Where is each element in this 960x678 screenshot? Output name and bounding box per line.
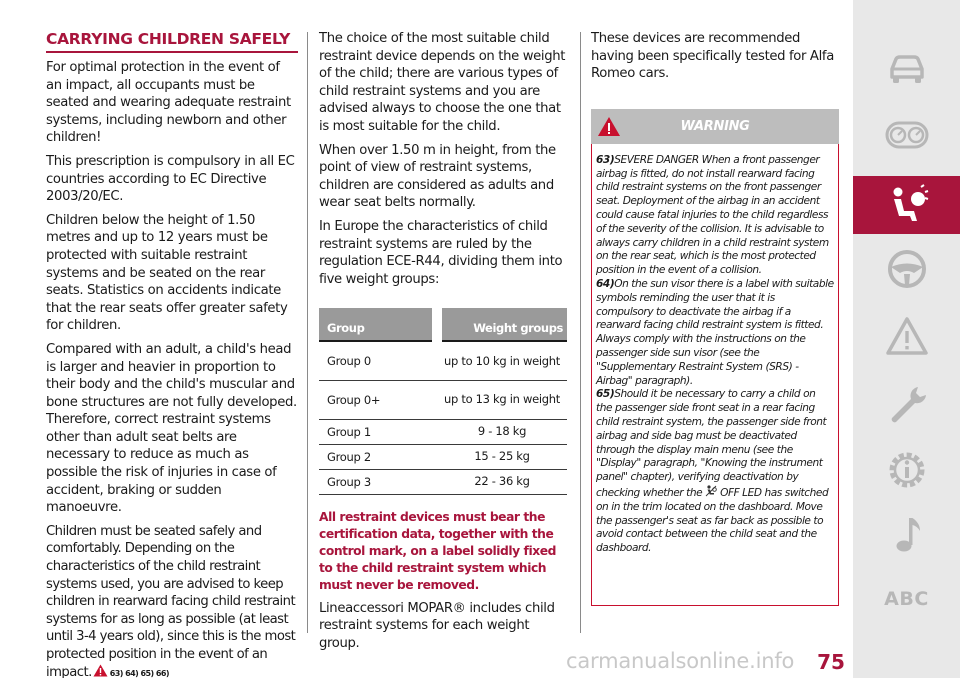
info-gear-icon — [884, 448, 930, 492]
warning-item-64 — [596, 278, 834, 388]
cell-weight: 9 - 18 kg — [437, 419, 567, 444]
sidebar-item-technical-data[interactable] — [853, 441, 960, 499]
paragraph-ec-directive: This prescription is compulsory in all EC countries according to EC Directive 2003/20/EC. — [46, 153, 295, 205]
sidebar-item-emergency[interactable] — [853, 308, 960, 366]
paragraph-recommended: These devices are recommended having been specifically tested for Alfa Romeo cars. — [591, 31, 834, 82]
warning-text: On the sun visor there is a label with suitable symbols reminding the user that it is compulsory to deactivate the airbag if a rearward facing child restraint system is fitted. Always comply with the instructions on the passenger side sun visor (see the "Supplementary Restraint System (SRS) - Airbag" paragraph). — [596, 277, 834, 387]
table-row — [319, 341, 567, 380]
paragraph-optimal-protection: For optimal protection in the event of an impact, all occupants must be seated and wearing adequate restraint systems, including newborn and other children! — [46, 60, 291, 146]
music-note-icon — [884, 513, 930, 557]
weight-groups-table — [319, 308, 567, 495]
cell-weight: 15 - 25 kg — [437, 444, 567, 469]
sidebar-item-maintenance[interactable] — [853, 376, 960, 434]
warning-triangle-icon — [93, 664, 108, 677]
warning-references[interactable]: 63) 64) 65) 66) — [109, 668, 169, 678]
warning-item-63 — [596, 154, 834, 278]
passenger-airbag-off-icon — [705, 485, 717, 497]
warning-text-continued: OFF LED has switched on in the trim located on the dashboard. Move the passenger's seat as far back as possible to avoid contact between the child seat and the dashboard. — [596, 486, 829, 555]
paragraph-adult-height: When over 1.50 m in height, from the point of view of restraint systems, children are considered as adults and wear seat belts normally. — [319, 142, 556, 211]
certification-note: All restraint devices must bear the certification data, together with the control mark, on a label solidly fixed to the child restraint system which must never be removed. — [319, 509, 556, 592]
sidebar-item-driving[interactable] — [853, 240, 960, 298]
steering-wheel-icon — [884, 247, 930, 291]
table-row — [319, 469, 567, 494]
column-divider — [580, 32, 581, 633]
paragraph-mopar: Lineaccessori MOPAR® includes child restraint systems for each weight group. — [319, 600, 555, 651]
paragraph-seating-advice-text: Children must be seated safely and comfortably. Depending on the characteristics of the child restraint systems used, you are advised to keep children in rearward facing child restraint systems for as long as possible (at least until 3-4 years old), since this is the most protected position in the event of an impact. — [46, 523, 296, 678]
warning-header — [591, 109, 839, 144]
warning-text: SEVERE DANGER When a front passenger airbag is fitted, do not install rearward facing child restraint systems on the front passenger seat. Deployment of the airbag in an accident could cause fatal injuries to the child regardless of the severity of the collision. It is advisable to always carry children in a child restraint system on the rear seat, which is the most protected position in the event of a collision. — [596, 153, 829, 277]
cell-weight: up to 10 kg in weight — [437, 341, 567, 380]
cell-group: Group 3 — [319, 469, 437, 494]
sidebar-item-multimedia[interactable] — [853, 506, 960, 564]
warning-item-65 — [596, 388, 834, 556]
paragraph-choice: The choice of the most suitable child restraint device depends on the weight of the child; there are various types of child restraint systems and you are advised always to choose the one that is most suitable for the child. — [319, 31, 566, 134]
cell-group: Group 0+ — [319, 380, 437, 419]
table-row — [319, 380, 567, 419]
column-middle — [319, 30, 571, 659]
section-heading: CARRYING CHILDREN SAFELY — [46, 30, 298, 53]
page-number: 75 — [817, 650, 845, 674]
column-left — [46, 30, 298, 678]
header-group: Group — [319, 308, 437, 341]
warning-box — [591, 144, 839, 606]
paragraph-height-rule: Children below the height of 1.50 metres and up to 12 years must be protected with suitable restraint systems and be seated on the rear seats. Statistics on accidents indicate that the rear seats offer greater safety for children. — [46, 212, 288, 334]
column-divider — [307, 32, 308, 633]
warning-text: Should it be necessary to carry a child on the passenger side front seat in a rear facing child restraint system, the passenger side front airbag and side bag must be deactivated through the display main menu (see the "Display" paragraph, "Knowing the instrument panel" chapter), verifying deactivation by checking whether the — [596, 388, 827, 499]
warning-number: 65) — [596, 388, 615, 401]
index-label: ABC — [884, 588, 929, 610]
cell-group: Group 1 — [319, 419, 437, 444]
sidebar-item-vehicle[interactable] — [853, 40, 960, 98]
paragraph-seating-advice — [46, 523, 298, 678]
watermark: carmanualsonline.info — [566, 649, 795, 673]
seated-passenger-airbag-icon — [884, 183, 930, 227]
column-right — [591, 30, 839, 606]
warning-triangle-icon — [884, 315, 930, 359]
warning-title: WARNING — [680, 118, 750, 134]
table-row — [319, 419, 567, 444]
header-weight-groups: Weight groups — [437, 308, 567, 341]
instrument-cluster-icon — [884, 113, 930, 157]
cell-group: Group 2 — [319, 444, 437, 469]
warning-number: 64) — [596, 277, 615, 290]
sidebar-item-index[interactable] — [853, 570, 960, 628]
table-header-row — [319, 308, 567, 341]
paragraph-ece-r44: In Europe the characteristics of child restraint systems are ruled by the regulation ECE-R44, dividing them into five weight groups: — [319, 218, 563, 287]
car-icon — [884, 47, 930, 91]
sidebar-item-safety[interactable] — [853, 176, 960, 234]
chapter-sidebar — [853, 0, 960, 678]
warning-number: 63) — [596, 153, 615, 166]
cell-weight: up to 13 kg in weight — [437, 380, 567, 419]
table-row — [319, 444, 567, 469]
sidebar-item-instruments[interactable] — [853, 106, 960, 164]
cell-weight: 22 - 36 kg — [437, 469, 567, 494]
paragraph-child-anatomy: Compared with an adult, a child's head is larger and heavier in proportion to their body and the child's muscular and bone structures are not fully developed. Therefore, correct restraint systems other than adult seat belts are necessary to reduce as much as possible the risk of injuries in case of accident, braking or sudden manoeuvre. — [46, 341, 297, 516]
wrench-icon — [884, 383, 930, 427]
cell-group: Group 0 — [319, 341, 437, 380]
